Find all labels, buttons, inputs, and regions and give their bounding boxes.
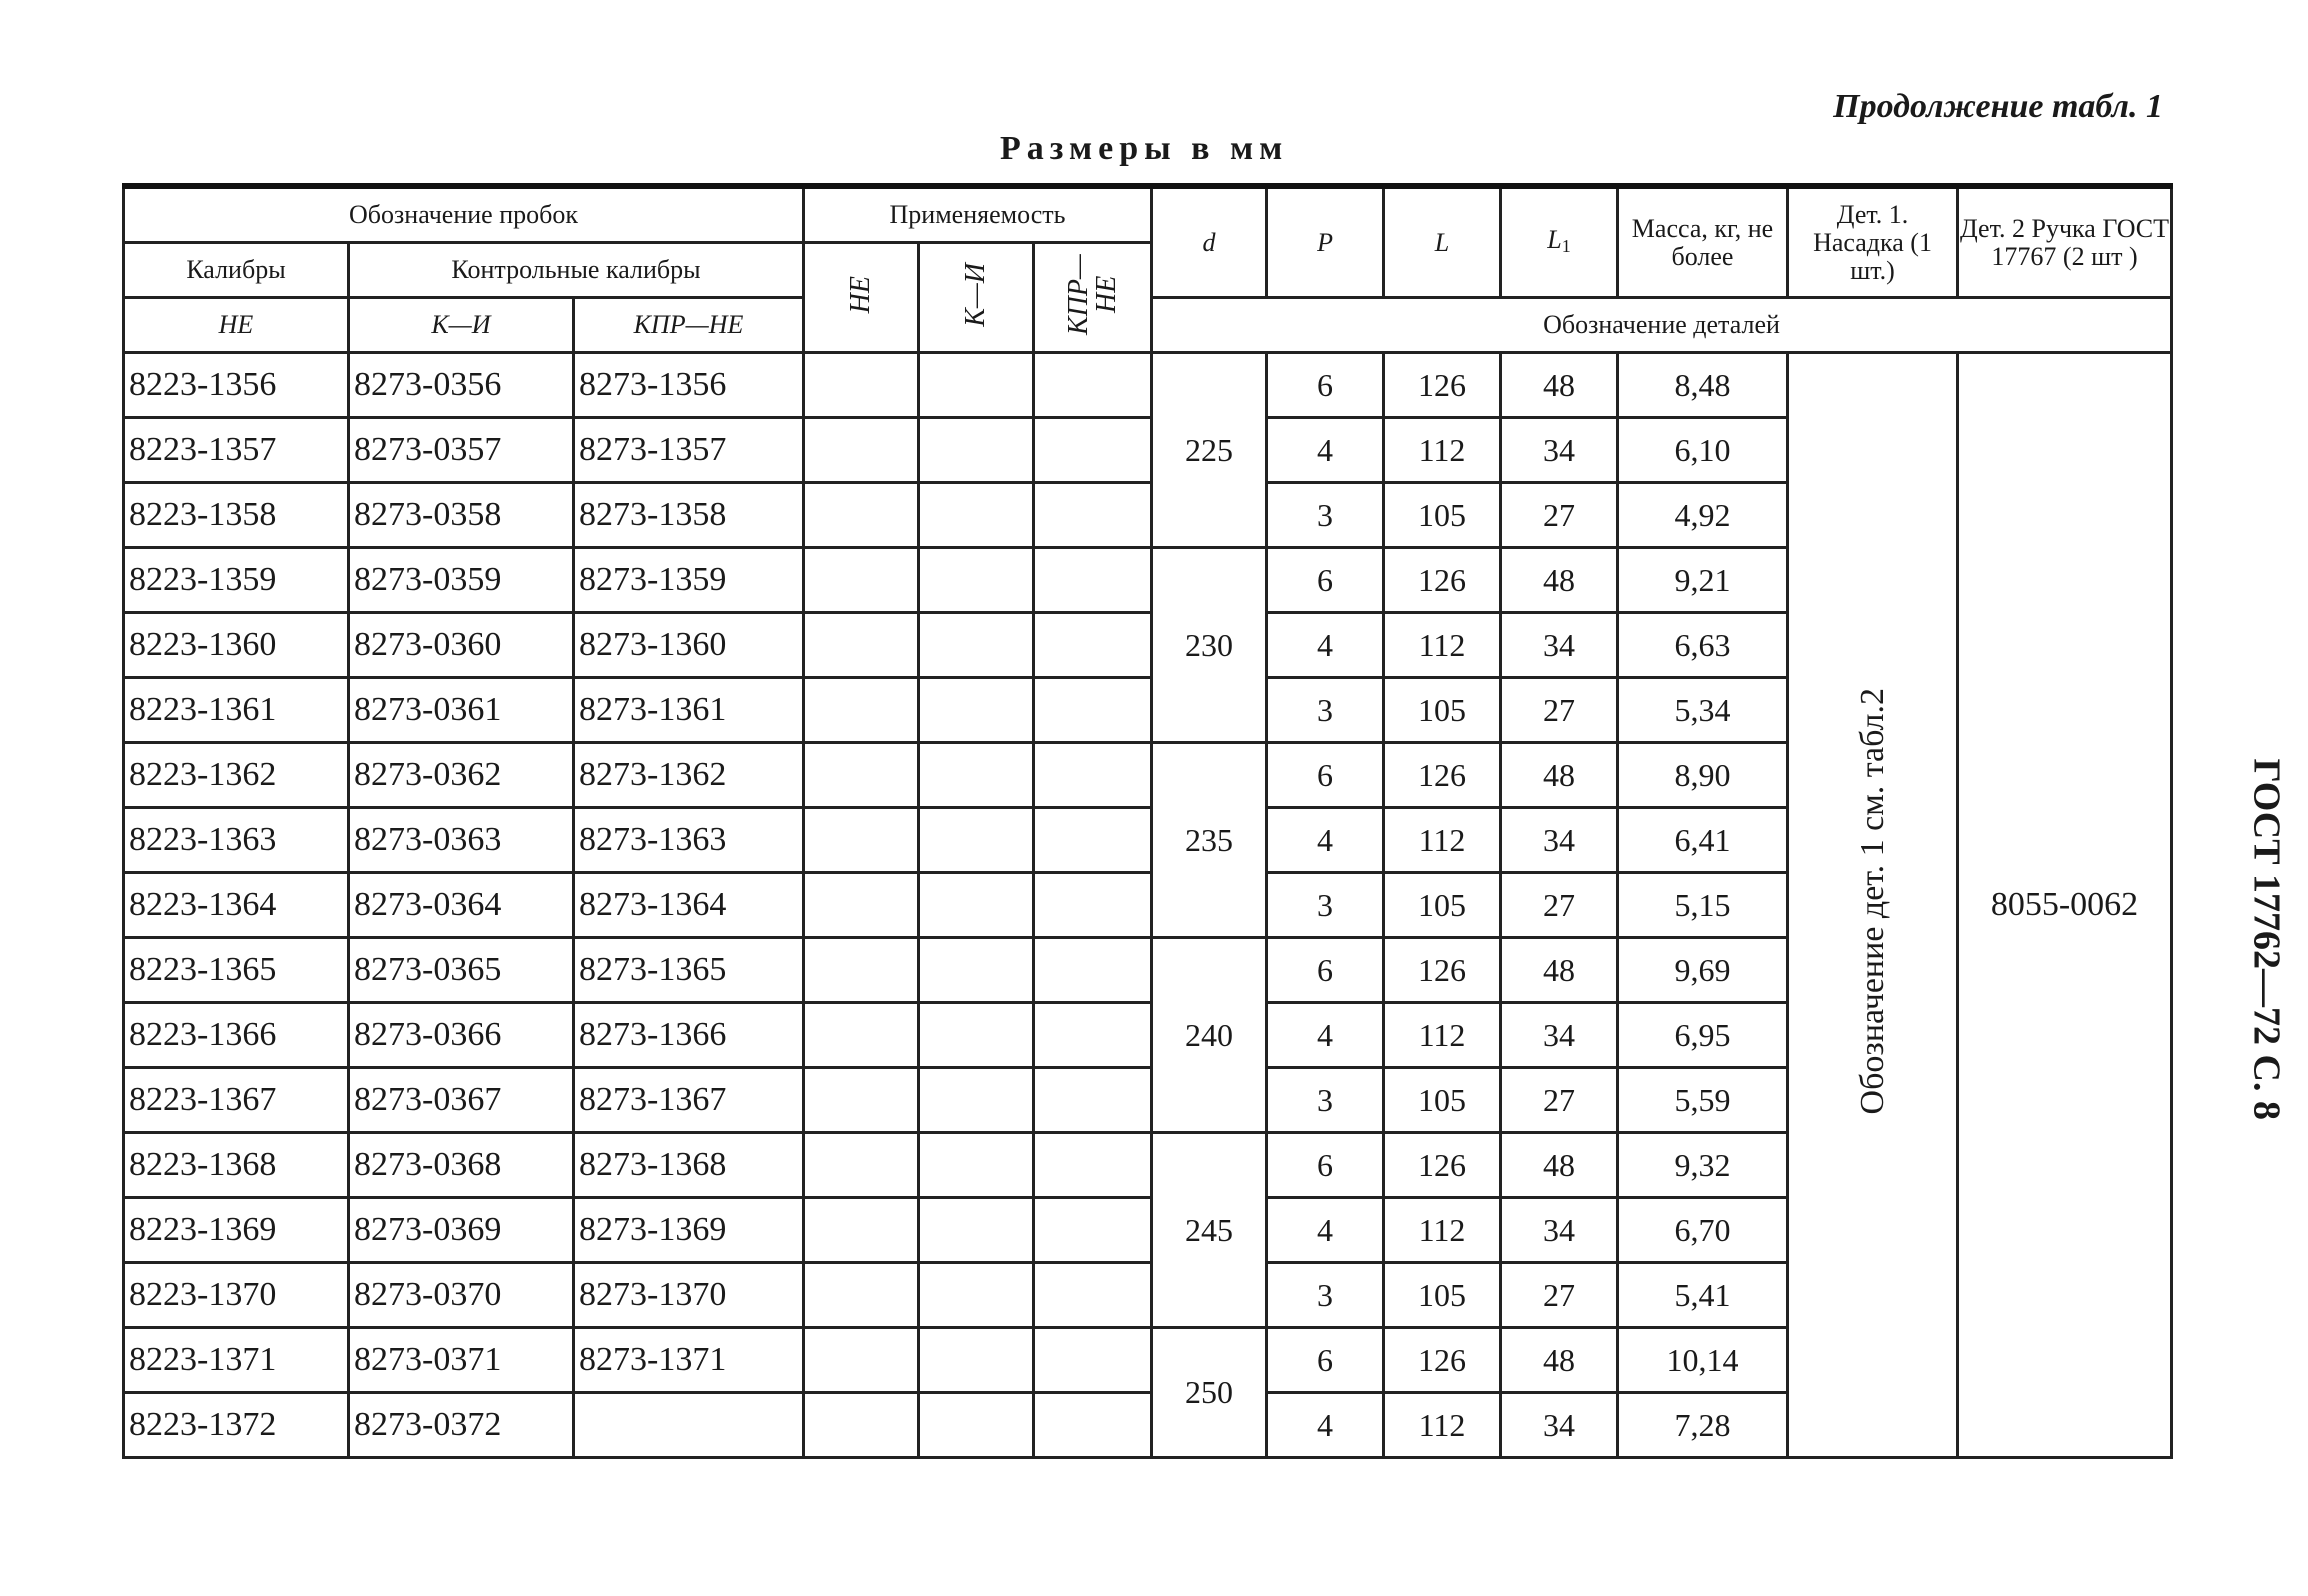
l-cell: 126 <box>1384 548 1501 613</box>
table-body <box>124 353 2172 1458</box>
ki-cell: 8273-0372 <box>349 1393 574 1458</box>
app-ki-cell <box>919 418 1034 483</box>
app-ki-cell <box>919 483 1034 548</box>
kpr-cell: 8273-1360 <box>574 613 804 678</box>
kpr-cell: 8273-1359 <box>574 548 804 613</box>
p-cell: 3 <box>1267 483 1384 548</box>
ki-cell: 8273-0371 <box>349 1328 574 1393</box>
app-kpr-cell <box>1034 743 1152 808</box>
kpr-cell: 8273-1361 <box>574 678 804 743</box>
l1-cell: 34 <box>1501 1003 1618 1068</box>
ne-cell: 8223-1369 <box>124 1198 349 1263</box>
ki-cell: 8273-0361 <box>349 678 574 743</box>
l1-cell: 48 <box>1501 1328 1618 1393</box>
l1-cell: 34 <box>1501 1198 1618 1263</box>
l1-cell: 48 <box>1501 1133 1618 1198</box>
p-cell: 6 <box>1267 548 1384 613</box>
mass-cell: 6,95 <box>1618 1003 1788 1068</box>
l-cell: 105 <box>1384 483 1501 548</box>
app-ki-cell <box>919 938 1034 1003</box>
app-ne-cell <box>804 418 919 483</box>
mass-cell: 6,10 <box>1618 418 1788 483</box>
app-ne-cell <box>804 1003 919 1068</box>
p-cell: 6 <box>1267 1328 1384 1393</box>
app-kpr-cell <box>1034 548 1152 613</box>
p-cell: 4 <box>1267 808 1384 873</box>
app-kpr-label: КПР—НЕ <box>1062 254 1122 335</box>
ne-cell: 8223-1359 <box>124 548 349 613</box>
ne-cell: 8223-1358 <box>124 483 349 548</box>
l1-cell: 34 <box>1501 613 1618 678</box>
d-cell: 245 <box>1152 1133 1267 1328</box>
kpr-cell: 8273-1367 <box>574 1068 804 1133</box>
ki-cell: 8273-0368 <box>349 1133 574 1198</box>
app-kpr-cell <box>1034 1003 1152 1068</box>
gauges-header: Калибры <box>124 243 349 298</box>
l1-cell: 27 <box>1501 873 1618 938</box>
continuation-caption: Продолжение табл. 1 <box>1833 88 2163 125</box>
app-ne-cell <box>804 548 919 613</box>
ki-cell: 8273-0366 <box>349 1003 574 1068</box>
p-cell: 3 <box>1267 1068 1384 1133</box>
app-ki-cell <box>919 613 1034 678</box>
ne-cell: 8223-1362 <box>124 743 349 808</box>
l1-header-letter: L <box>1547 224 1562 254</box>
app-ki-cell <box>919 548 1034 613</box>
app-ne-cell <box>804 1393 919 1458</box>
l1-cell: 48 <box>1501 743 1618 808</box>
gauge-table <box>122 183 2173 1459</box>
app-kpr-cell <box>1034 353 1152 418</box>
l-cell: 112 <box>1384 808 1501 873</box>
mass-header: Масса, кг, не более <box>1618 186 1788 298</box>
app-ne-cell <box>804 1133 919 1198</box>
app-ki-cell <box>919 353 1034 418</box>
applicability-header: Применяемость <box>804 186 1152 243</box>
app-ki-cell <box>919 1003 1034 1068</box>
kpr-cell: 8273-1366 <box>574 1003 804 1068</box>
app-ne-cell <box>804 938 919 1003</box>
ki-cell: 8273-0356 <box>349 353 574 418</box>
d-cell: 235 <box>1152 743 1267 938</box>
app-ki-cell <box>919 1328 1034 1393</box>
mass-cell: 5,15 <box>1618 873 1788 938</box>
kpr-cell: 8273-1369 <box>574 1198 804 1263</box>
mass-cell: 9,69 <box>1618 938 1788 1003</box>
app-ne-cell <box>804 613 919 678</box>
det1-note-cell <box>1788 353 1958 1458</box>
d-cell: 230 <box>1152 548 1267 743</box>
app-ne-cell <box>804 873 919 938</box>
app-kpr-cell <box>1034 678 1152 743</box>
l-cell: 126 <box>1384 353 1501 418</box>
det1-note: Обозначение дет. 1 см. табл.2 <box>1853 687 1891 1115</box>
l-cell: 105 <box>1384 1068 1501 1133</box>
l-header: L <box>1384 186 1501 298</box>
p-cell: 4 <box>1267 613 1384 678</box>
app-ki-cell <box>919 808 1034 873</box>
ki-cell: 8273-0367 <box>349 1068 574 1133</box>
p-cell: 6 <box>1267 743 1384 808</box>
kpr-cell: 8273-1357 <box>574 418 804 483</box>
mass-cell: 4,92 <box>1618 483 1788 548</box>
l-cell: 105 <box>1384 873 1501 938</box>
app-kpr-cell <box>1034 808 1152 873</box>
kpr-cell: 8273-1364 <box>574 873 804 938</box>
mass-cell: 10,14 <box>1618 1328 1788 1393</box>
d-cell: 240 <box>1152 938 1267 1133</box>
p-cell: 6 <box>1267 1133 1384 1198</box>
app-ne-cell <box>804 483 919 548</box>
app-kpr-cell <box>1034 1198 1152 1263</box>
p-cell: 3 <box>1267 873 1384 938</box>
app-ne-cell <box>804 808 919 873</box>
ki-header: К—И <box>349 298 574 353</box>
ne-cell: 8223-1368 <box>124 1133 349 1198</box>
kpr-cell: 8273-1368 <box>574 1133 804 1198</box>
app-ki-cell <box>919 873 1034 938</box>
ki-cell: 8273-0369 <box>349 1198 574 1263</box>
mass-cell: 5,41 <box>1618 1263 1788 1328</box>
control-gauges-header: Контрольные калибры <box>349 243 804 298</box>
units-caption: Размеры в мм <box>1000 130 1289 167</box>
l1-cell: 34 <box>1501 808 1618 873</box>
l1-cell: 27 <box>1501 483 1618 548</box>
l1-cell: 48 <box>1501 353 1618 418</box>
det2-header: Дет. 2 Ручка ГОСТ 17767 (2 шт ) <box>1958 186 2172 298</box>
l-cell: 112 <box>1384 1198 1501 1263</box>
ki-cell: 8273-0370 <box>349 1263 574 1328</box>
mass-cell: 6,63 <box>1618 613 1788 678</box>
ki-cell: 8273-0362 <box>349 743 574 808</box>
app-ki-cell <box>919 1133 1034 1198</box>
app-kpr-cell <box>1034 873 1152 938</box>
d-cell: 225 <box>1152 353 1267 548</box>
p-cell: 4 <box>1267 418 1384 483</box>
app-ki-cell <box>919 1263 1034 1328</box>
ne-cell: 8223-1366 <box>124 1003 349 1068</box>
app-kpr-cell <box>1034 1393 1152 1458</box>
app-kpr-cell <box>1034 1263 1152 1328</box>
ki-cell: 8273-0358 <box>349 483 574 548</box>
l-cell: 105 <box>1384 1263 1501 1328</box>
ki-cell: 8273-0357 <box>349 418 574 483</box>
ne-cell: 8223-1367 <box>124 1068 349 1133</box>
kpr-cell: 8273-1370 <box>574 1263 804 1328</box>
table-row <box>124 353 2172 418</box>
mass-cell: 5,34 <box>1618 678 1788 743</box>
app-kpr-cell <box>1034 1328 1152 1393</box>
app-kpr-cell <box>1034 1068 1152 1133</box>
p-cell: 6 <box>1267 353 1384 418</box>
app-ki-cell <box>919 678 1034 743</box>
app-ki-cell <box>919 1198 1034 1263</box>
ne-cell: 8223-1360 <box>124 613 349 678</box>
ne-cell: 8223-1356 <box>124 353 349 418</box>
kpr-cell <box>574 1393 804 1458</box>
app-ki-cell <box>919 743 1034 808</box>
mass-cell: 8,90 <box>1618 743 1788 808</box>
mass-cell: 9,32 <box>1618 1133 1788 1198</box>
app-kpr-header <box>1034 243 1152 353</box>
app-kpr-cell <box>1034 483 1152 548</box>
l-cell: 112 <box>1384 1003 1501 1068</box>
ki-cell: 8273-0365 <box>349 938 574 1003</box>
ne-cell: 8223-1357 <box>124 418 349 483</box>
p-cell: 4 <box>1267 1003 1384 1068</box>
d-cell: 250 <box>1152 1328 1267 1458</box>
app-ki-label: К—И <box>960 262 992 327</box>
l1-cell: 34 <box>1501 1393 1618 1458</box>
kpr-cell: 8273-1358 <box>574 483 804 548</box>
ne-cell: 8223-1361 <box>124 678 349 743</box>
l1-cell: 27 <box>1501 1068 1618 1133</box>
app-ne-cell <box>804 1068 919 1133</box>
l-cell: 105 <box>1384 678 1501 743</box>
p-cell: 6 <box>1267 938 1384 1003</box>
l-cell: 112 <box>1384 1393 1501 1458</box>
kpr-cell: 8273-1356 <box>574 353 804 418</box>
l-cell: 112 <box>1384 418 1501 483</box>
app-ne-header <box>804 243 919 353</box>
kpr-cell: 8273-1365 <box>574 938 804 1003</box>
p-cell: 4 <box>1267 1198 1384 1263</box>
kpr-cell: 8273-1371 <box>574 1328 804 1393</box>
ne-cell: 8223-1371 <box>124 1328 349 1393</box>
mass-cell: 5,59 <box>1618 1068 1788 1133</box>
l-cell: 126 <box>1384 743 1501 808</box>
app-ne-cell <box>804 1198 919 1263</box>
app-kpr-cell <box>1034 418 1152 483</box>
designation-header: Обозначение пробок <box>124 186 804 243</box>
l-cell: 126 <box>1384 1133 1501 1198</box>
p-cell: 3 <box>1267 1263 1384 1328</box>
document-page-label: ГОСТ 17762—72 С. 8 <box>2245 758 2287 1120</box>
app-ne-cell <box>804 678 919 743</box>
app-kpr-cell <box>1034 1133 1152 1198</box>
app-ne-cell <box>804 1263 919 1328</box>
ki-cell: 8273-0363 <box>349 808 574 873</box>
l-cell: 126 <box>1384 938 1501 1003</box>
l1-cell: 48 <box>1501 548 1618 613</box>
l1-header <box>1501 186 1618 298</box>
ki-cell: 8273-0364 <box>349 873 574 938</box>
app-ki-header <box>919 243 1034 353</box>
mass-cell: 9,21 <box>1618 548 1788 613</box>
det2-value-cell: 8055-0062 <box>1958 353 2172 1458</box>
det1-header: Дет. 1. Насадка (1 шт.) <box>1788 186 1958 298</box>
l1-header-sub: 1 <box>1561 235 1571 256</box>
kpr-cell: 8273-1362 <box>574 743 804 808</box>
app-ki-cell <box>919 1393 1034 1458</box>
details-header: Обозначение деталей <box>1152 298 2172 353</box>
l1-cell: 27 <box>1501 1263 1618 1328</box>
kpr-cell: 8273-1363 <box>574 808 804 873</box>
ne-header: НЕ <box>124 298 349 353</box>
mass-cell: 6,70 <box>1618 1198 1788 1263</box>
app-kpr-cell <box>1034 938 1152 1003</box>
ne-cell: 8223-1364 <box>124 873 349 938</box>
l1-cell: 34 <box>1501 418 1618 483</box>
l1-cell: 48 <box>1501 938 1618 1003</box>
l-cell: 126 <box>1384 1328 1501 1393</box>
mass-cell: 6,41 <box>1618 808 1788 873</box>
mass-cell: 7,28 <box>1618 1393 1788 1458</box>
p-cell: 4 <box>1267 1393 1384 1458</box>
app-ne-cell <box>804 353 919 418</box>
ne-cell: 8223-1372 <box>124 1393 349 1458</box>
app-kpr-cell <box>1034 613 1152 678</box>
d-header: d <box>1152 186 1267 298</box>
p-header: P <box>1267 186 1384 298</box>
app-ki-cell <box>919 1068 1034 1133</box>
l-cell: 112 <box>1384 613 1501 678</box>
kpr-header: КПР—НЕ <box>574 298 804 353</box>
app-ne-label: НЕ <box>845 275 877 314</box>
ne-cell: 8223-1363 <box>124 808 349 873</box>
ki-cell: 8273-0360 <box>349 613 574 678</box>
ne-cell: 8223-1365 <box>124 938 349 1003</box>
ki-cell: 8273-0359 <box>349 548 574 613</box>
l1-cell: 27 <box>1501 678 1618 743</box>
app-ne-cell <box>804 743 919 808</box>
app-ne-cell <box>804 1328 919 1393</box>
ne-cell: 8223-1370 <box>124 1263 349 1328</box>
mass-cell: 8,48 <box>1618 353 1788 418</box>
p-cell: 3 <box>1267 678 1384 743</box>
